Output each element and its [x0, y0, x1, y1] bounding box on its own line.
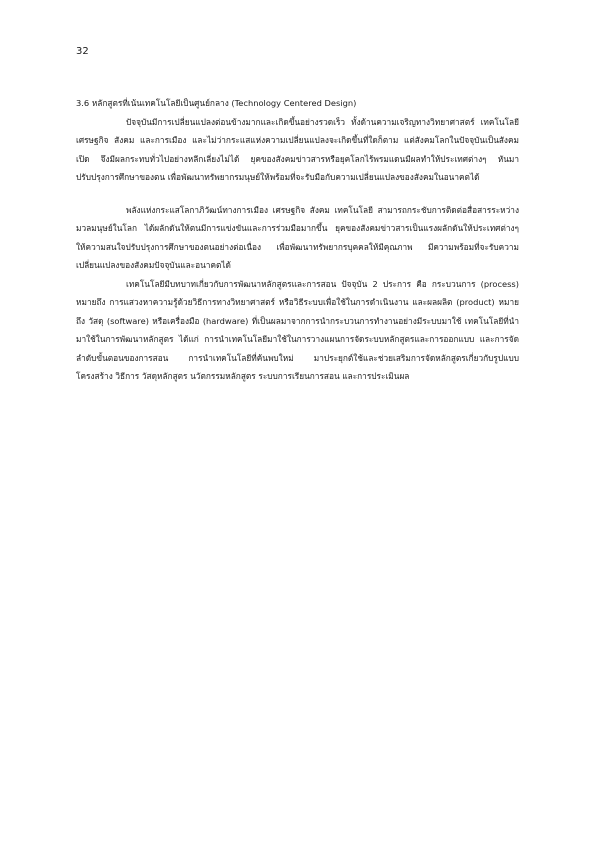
page-number: 32 — [76, 46, 89, 57]
section-heading: 3.6 หลักสูตรที่เน้นเทคโนโลยีเป็นศูนย์กลาง (Technology Centered Design) — [76, 98, 357, 108]
paragraph-2: พลังแห่งกระแสโลกาภิวัฒน์ทางการเมือง เศรษฐกิจ สังคม เทคโนโลยี สามารถกระชับการติดต่อสื่อสารระหว่างมวลมนุษย์ในโลก ได้ผลักดันให้ตนมีการแข่งขันและการร่วมมือมากขึ้น ยุคของสังคมข่าวสารเป็นแรงผลักดันให้ประเทศต่างๆ ให้ความสนใจปรับปรุงการศึกษาของตนอย่างต่อเนื่อง เพื่อพัฒนาทรัพยากรบุคคลให้มีคุณภาพ มีความพร้อมที่จะรับความเปลี่ยนแปลงของสังคมปัจจุบันและอนาคตได้ — [76, 204, 519, 270]
paragraph-3: เทคโนโลยีมีบทบาทเกี่ยวกับการพัฒนาหลักสูตรและการสอน ปัจจุบัน 2 ประการ คือ กระบวนการ (process) หมายถึง การแสวงหาความรู้ด้วยวิธีการทางวิทยาศาสตร์ หรือวิธีระบบเพื่อใช้ในการดำเนินงาน และผลผลิต (product) หมายถึง วัสดุ (software) หรือเครื่องมือ (hardware) ที่เป็นผลมาจากการนำกระบวนการทำงานอย่างมีระบบมาใช้ เทคโนโลยีที่นำมาใช้ในการพัฒนาหลักสูตร ได้แก่ การนำเทคโนโลยีมาใช้ในการวางแผนการจัดระบบหลักสูตรและการออกแบบ และการจัดลำดับขั้นตอนของการสอน การนำเทคโนโลยีที่ค้นพบใหม่ มาประยุกต์ใช้และช่วยเสริมการจัดหลักสูตรเกี่ยวกับรูปแบบ โครงสร้าง วิธีการ วัสดุหลักสูตร นวัตกรรมหลักสูตร ระบบการเรียนการสอน และการประเมินผล — [76, 278, 519, 381]
page-content — [76, 94, 519, 386]
paragraph-1: ปัจจุบันมีการเปลี่ยนแปลงต่อนข้างมากและเกิดขึ้นอย่างรวดเร็ว ทั้งด้านความเจริญทางวิทยาศาสตร์ เทคโนโลยี เศรษฐกิจ สังคม และการเมือง และไม่ว่ากระแสแห่งความเปลี่ยนแปลงจะเกิดขึ้นที่ใดก็ตาม แต่สังคมโลกในปัจจุบันเป็นสังคมเปิด จึงมีผลกระทบทั่วไปอย่างหลีกเลี่ยงไม่ได้ ยุคของสังคมข่าวสารหรือยุคโลกไร้พรมแดนมีผลทำให้ประเทศต่างๆ หันมาปรับปรุงการศึกษาของตน เพื่อพัฒนาทรัพยากรมนุษย์ให้พร้อมที่จะรับมือกับความเปลี่ยนแปลงของสังคมในอนาคตได้ — [76, 116, 519, 182]
